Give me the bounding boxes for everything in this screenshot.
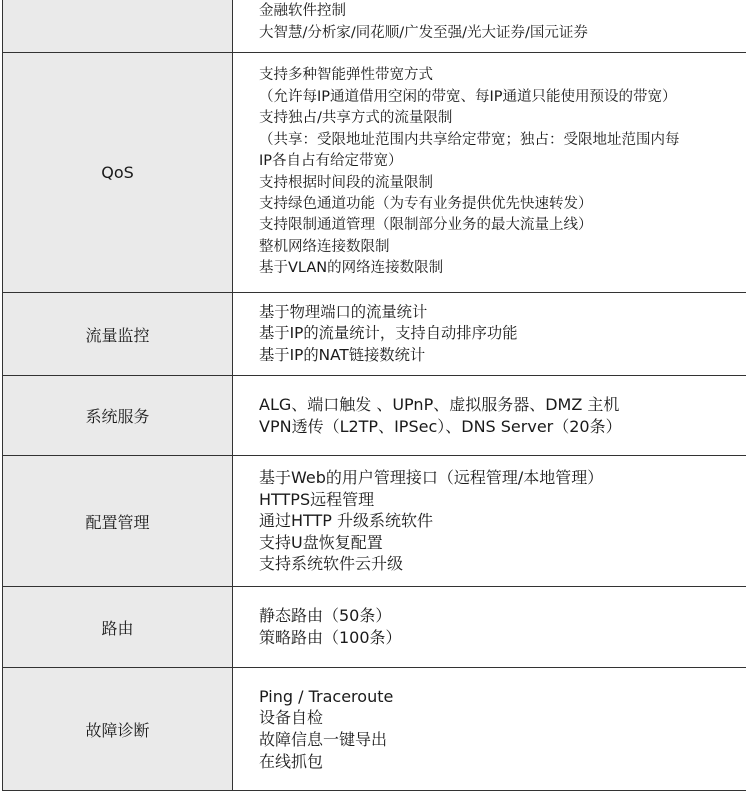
- spec-line: ALG、端口触发 、UPnP、虚拟服务器、DMZ 主机: [259, 394, 746, 416]
- spec-line: （共享：受限地址范围内共享给定带宽；独占：受限地址范围内每: [259, 130, 746, 151]
- spec-row-routing: [3, 587, 746, 668]
- spec-line: 金融软件控制: [259, 1, 746, 22]
- spec-line: 基于Web的用户管理接口（远程管理/本地管理）: [259, 467, 746, 489]
- spec-row-traffic-monitor: [3, 293, 746, 376]
- spec-line: 支持系统软件云升级: [259, 553, 746, 575]
- spec-row-qos: [3, 53, 746, 293]
- spec-label: 故障诊断: [3, 668, 233, 791]
- spec-line: 基于物理端口的流量统计: [259, 302, 746, 324]
- spec-label: 路由: [3, 587, 233, 668]
- spec-table: [2, 0, 746, 791]
- spec-line: （允许每IP通道借用空闲的带宽、每IP通道只能使用预设的带宽）: [259, 87, 746, 108]
- spec-content: [233, 668, 746, 791]
- spec-content: [233, 53, 746, 293]
- spec-line: Ping / Traceroute: [259, 686, 746, 708]
- spec-content: [233, 293, 746, 376]
- spec-row-finance: [3, 0, 746, 53]
- spec-line: 支持绿色通道功能（为专有业务提供优先快速转发）: [259, 194, 746, 215]
- spec-label: [3, 0, 233, 53]
- spec-row-system-services: [3, 376, 746, 456]
- spec-line: 基于IP的流量统计，支持自动排序功能: [259, 323, 746, 345]
- spec-line: 整机网络连接数限制: [259, 237, 746, 258]
- spec-line: 支持独占/共享方式的流量限制: [259, 108, 746, 129]
- spec-label: 系统服务: [3, 376, 233, 456]
- spec-line: 策略路由（100条）: [259, 627, 746, 649]
- spec-line: 设备自检: [259, 707, 746, 729]
- spec-line: 故障信息一键导出: [259, 729, 746, 751]
- spec-label: QoS: [3, 53, 233, 293]
- spec-line: VPN透传（L2TP、IPSec）、DNS Server（20条）: [259, 416, 746, 438]
- spec-content: [233, 456, 746, 587]
- spec-label: 配置管理: [3, 456, 233, 587]
- spec-label: 流量监控: [3, 293, 233, 376]
- spec-line: 基于IP的NAT链接数统计: [259, 345, 746, 367]
- spec-line: 支持根据时间段的流量限制: [259, 173, 746, 194]
- spec-row-config-management: [3, 456, 746, 587]
- spec-line: HTTPS远程管理: [259, 489, 746, 511]
- spec-line: 支持U盘恢复配置: [259, 532, 746, 554]
- spec-line: 静态路由（50条）: [259, 605, 746, 627]
- spec-content: [233, 376, 746, 456]
- spec-line: 在线抓包: [259, 751, 746, 773]
- spec-line: 大智慧/分析家/同花顺/广发至强/光大证券/国元证券: [259, 23, 746, 44]
- spec-content: [233, 0, 746, 53]
- spec-line: 基于VLAN的网络连接数限制: [259, 258, 746, 279]
- spec-row-diagnostics: [3, 668, 746, 791]
- spec-line: 通过HTTP 升级系统软件: [259, 510, 746, 532]
- spec-content: [233, 587, 746, 668]
- spec-line: 支持多种智能弹性带宽方式: [259, 65, 746, 86]
- spec-line: 支持限制通道管理（限制部分业务的最大流量上线）: [259, 215, 746, 236]
- spec-line: IP各自占有给定带宽）: [259, 151, 746, 172]
